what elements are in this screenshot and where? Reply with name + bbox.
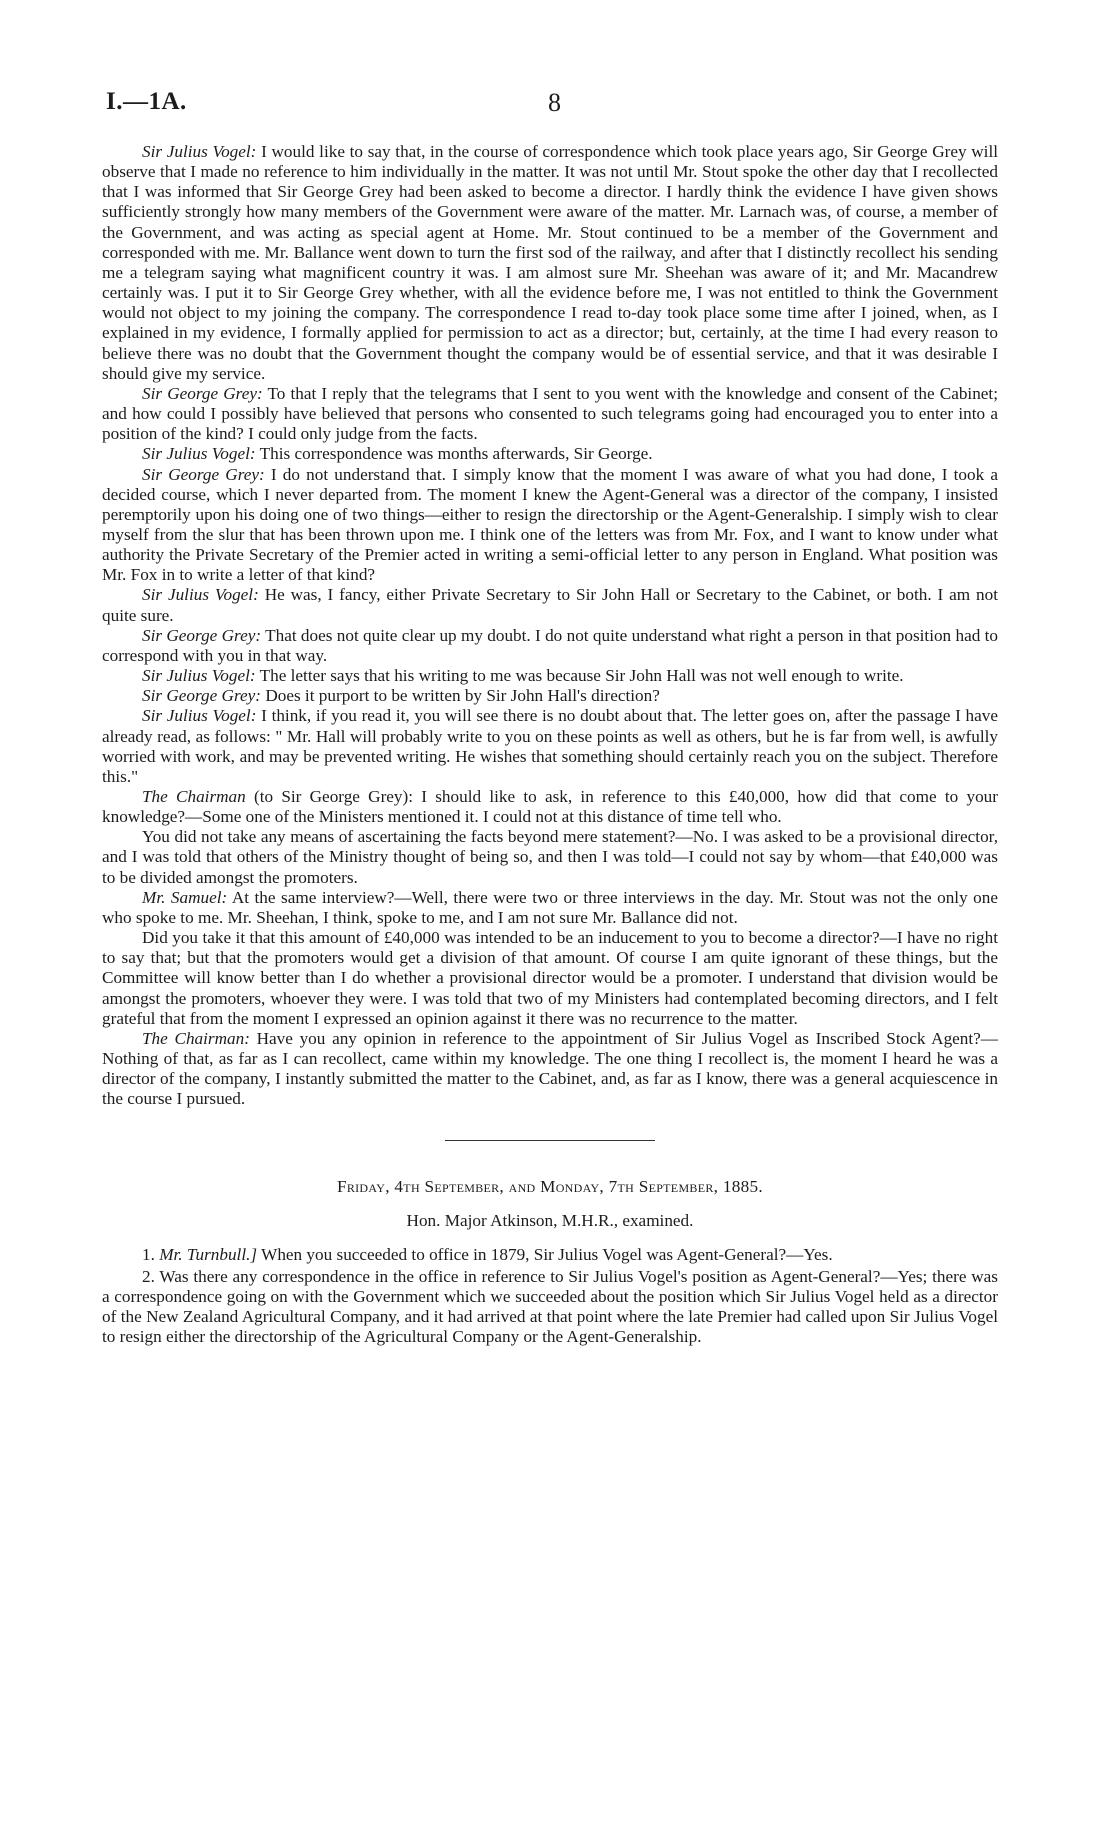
body-text	[102, 142, 998, 1350]
speaker-name: Sir Julius Vogel:	[142, 444, 256, 464]
speaker-name: Sir George Grey:	[142, 686, 262, 706]
testimony-paragraph	[102, 465, 998, 586]
question-number: 2.	[142, 1266, 155, 1286]
paragraph-text: He was, I fancy, either Private Secretary to Sir John Hall or Secretary to the Cabinet, or both. I am not quite sure.	[102, 585, 998, 625]
paragraph-text: Does it purport to be written by Sir John Hall's direction?	[265, 686, 660, 706]
question-text: Was there any correspondence in the office in reference to Sir Julius Vogel's position as Agent-General?—Yes; there was a correspondence going on with the Government which we succeeded about the position which Sir Julius Vogel held as a director of the New Zealand Agricultural Company, and it had arrived at that point where the late Premier had called upon Sir Julius Vogel to resign either the directorship of the Agricultural Company or the Agent-Generalship.	[102, 1266, 998, 1347]
paragraph-text: This correspondence was months afterwards, Sir George.	[259, 444, 653, 464]
numbered-questions	[102, 1245, 998, 1348]
paragraph-text: Did you take it that this amount of £40,000 was intended to be an inducement to you to become a director?—I have no right to say that; but that the promoters would get a division of that amount. Of course I am quite ignorant of these things, but the Committee will know better than I do whether a provisional director would be a promoter. I understand that division would be amongst the promoters, whoever they were. I was told that two of my Ministers had contemplated becoming directors, and I felt grateful that from the moment I expressed an opinion against it there was no recurrence to the matter.	[102, 928, 998, 1028]
page-number: 8	[548, 88, 561, 117]
testimony-paragraph	[102, 1029, 998, 1110]
testimony-paragraph	[102, 666, 998, 686]
testimony-paragraph	[102, 888, 998, 928]
speaker-name: Sir Julius Vogel:	[142, 706, 257, 726]
speaker-name: Sir Julius Vogel:	[142, 666, 256, 686]
speaker-name: Sir Julius Vogel:	[142, 142, 257, 161]
paragraph-text: I would like to say that, in the course of correspondence which took place years ago, Sir George Grey will observe that I made no reference to him individually in the matter. It was not until Mr. Stout spoke the other day that I recollected that I was informed that Sir George Grey had been asked to become a director. I hardly think the evidence I have given shows sufficiently strongly how many members of the Government were aware of the matter. Mr. Larnach was, of course, a member of the Government, and was acting as special agent at Home. Mr. Stout continued to be a member of the Government and corresponded with me. Mr. Ballance went down to turn the first sod of the railway, and after that I distinctly recollect his sending me a telegram saying what magnificent country it was. I am almost sure Mr. Sheehan was aware of it; and Mr. Macandrew certainly was. I put it to Sir George Grey whether, with all the evidence before me, I was not entitled to think the Government would not object to my joining the company. The correspondence I read to-day took place some time after I joined, when, as I explained in my evidence, I formally applied for permission to act as a director; but, certainly, at the time I had every reason to believe there was no doubt that the Government thought the company would be of essential service, and that it was desirable I should give my service.	[102, 142, 999, 383]
paragraph-text: That does not quite clear up my doubt. I do not quite understand what right a person in that position had to correspond with you in that way.	[102, 625, 998, 665]
session-heading: Friday, 4th September, and Monday, 7th September, 1885.	[336, 1176, 764, 1196]
paragraph-text: At the same interview?—Well, there were two or three interviews in the day. Mr. Stout was not the only one who spoke to me. Mr. Sheehan, I think, spoke to me, and I am not sure Mr. Ballance did not.	[102, 887, 999, 927]
paragraph-text: I do not understand that. I simply know that the moment I was aware of what you had done, I took a decided course, which I never departed from. The moment I knew the Agent-General was a director of the company, I insisted peremptorily upon his doing one of two things—either to resign the directorship or the Agent-Generalship. I simply wish to clear myself from the slur that has been thrown upon me. I think one of the letters was from Mr. Fox, and I want to know under what authority the Private Secretary of the Premier acted in writing a semi-official letter to any person in England. What position was Mr. Fox in to write a letter of that kind?	[102, 464, 998, 585]
testimony-paragraph	[102, 787, 998, 827]
paragraph-text: I think, if you read it, you will see there is no doubt about that. The letter goes on, after the passage I have already read, as follows: " Mr. Hall will probably write to you on these points as well as others, but he is far from well, is awfully worried with work, and may be prevented writing. He wishes that something should certainly reach you on the subject. Therefore this."	[102, 706, 998, 786]
question-text: When you succeeded to office in 1879, Sir Julius Vogel was Agent-General?—Yes.	[261, 1244, 833, 1264]
speaker-name: Sir George Grey:	[142, 464, 265, 484]
speaker-name: Sir Julius Vogel:	[142, 585, 259, 605]
question-number: 1.	[142, 1244, 155, 1264]
question-paragraph	[102, 1267, 998, 1348]
witness-line: Hon. Major Atkinson, M.H.R., examined.	[406, 1210, 694, 1230]
page-header	[106, 88, 1006, 128]
testimony-paragraph	[102, 444, 998, 464]
testimony-paragraph	[102, 384, 998, 444]
speaker-name: Sir George Grey:	[142, 625, 262, 645]
speaker-name: Mr. Samuel:	[142, 887, 228, 907]
testimony-paragraph	[102, 142, 998, 384]
testimony-paragraph	[102, 585, 998, 625]
testimony-paragraph	[102, 626, 998, 666]
paragraph-text: The letter says that his writing to me was because Sir John Hall was not well enough to write.	[259, 666, 904, 686]
paragraph-text: You did not take any means of ascertaining the facts beyond mere statement?—No. I was asked to be a provisional director, and I was told that others of the Ministry thought of being so, and then I was told—I could not say by whom—that £40,000 was to be divided amongst the promoters.	[102, 827, 998, 887]
paragraph-text: (to Sir George Grey): I should like to ask, in reference to this £40,000, how did that come to your knowledge?—Some one of the Ministers mentioned it. I could not at this distance of time tell who.	[102, 787, 998, 827]
speaker-name: The Chairman	[142, 787, 246, 806]
document-code: I.—1A.	[106, 88, 187, 115]
speaker-name: The Chairman:	[142, 1028, 250, 1048]
question-paragraph	[102, 1245, 998, 1265]
speaker-name: Mr. Turnbull.]	[159, 1244, 258, 1264]
paragraph-text: Have you any opinion in reference to the appointment of Sir Julius Vogel as Inscribed Stock Agent?—Nothing of that, as far as I can recollect, came within my knowledge. The one thing I recollect is, the moment I heard he was a director of the company, I instantly submitted the matter to the Cabinet, and, as far as I know, there was a general acquiescence in the course I pursued.	[102, 1028, 998, 1109]
testimony-paragraph	[102, 686, 998, 706]
speaker-name: Sir George Grey:	[142, 383, 263, 403]
section-divider	[445, 1140, 655, 1141]
testimony-paragraph	[102, 827, 998, 887]
testimony-paragraph	[102, 706, 998, 787]
paragraph-text: To that I reply that the telegrams that I sent to you went with the knowledge and consent of the Cabinet; and how could I possibly have believed that persons who consented to such telegrams going had encouraged you to enter into a position of the kind? I could only judge from the facts.	[102, 383, 998, 444]
testimony-section	[102, 142, 998, 1110]
testimony-paragraph	[102, 928, 998, 1029]
